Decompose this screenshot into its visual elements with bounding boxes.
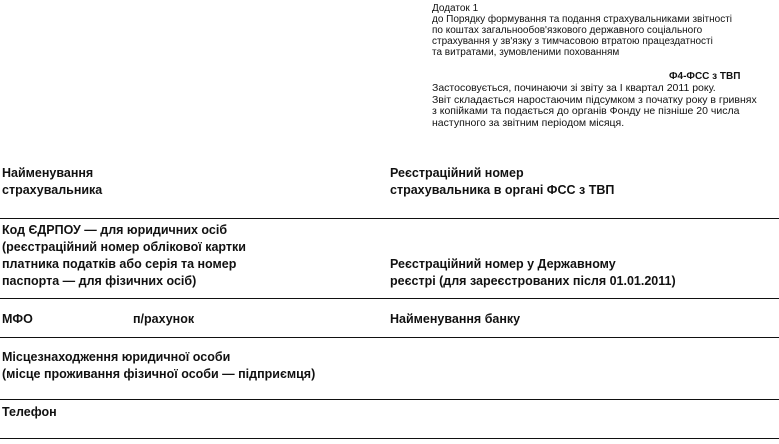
annex-line: та витратами, зумовленими похованням xyxy=(432,47,620,58)
label-line: платника податків або серія та номер xyxy=(2,257,237,271)
usage-notice xyxy=(432,83,757,129)
mfo-label: МФО xyxy=(2,312,33,326)
notice-line: з копійками та подається до органів Фонду не пізніше 20 числа xyxy=(432,105,740,117)
divider xyxy=(0,438,779,439)
notice-line: наступного за звітним періодом місяця. xyxy=(432,116,625,129)
divider xyxy=(0,218,779,219)
state-reg-number-label xyxy=(390,256,676,290)
fss-reg-number-label xyxy=(390,165,614,199)
annex-header xyxy=(432,3,777,129)
account-label: п/рахунок xyxy=(133,312,195,326)
label-line: Реєстраційний номер у Державному xyxy=(390,257,616,271)
label-line: страхувальника xyxy=(2,183,103,197)
edrpou-label xyxy=(2,222,246,290)
label-line: Реєстраційний номер xyxy=(390,166,524,180)
label-line: паспорта — для фізичних осіб) xyxy=(2,274,197,288)
phone-label: Телефон xyxy=(2,405,57,419)
notice-line: Звіт складається наростаючим підсумком з початку року в гривнях xyxy=(432,93,757,106)
annex-line: страхування у зв'язку з тимчасовою втратою працездатності xyxy=(432,36,713,47)
address-label xyxy=(2,349,315,383)
label-line: Найменування xyxy=(2,166,94,180)
label-line: Код ЄДРПОУ — для юридичних осіб xyxy=(2,223,228,237)
insurer-name-label xyxy=(2,165,102,199)
divider xyxy=(0,399,779,400)
label-line: реєстрі (для зареєстрованих після 01.01.2011) xyxy=(390,274,676,288)
label-line: (місце проживання фізичної особи — підприємця) xyxy=(2,367,316,381)
label-line: Місцезнаходження юридичної особи xyxy=(2,350,231,364)
annex-line: Додаток 1 xyxy=(432,3,479,14)
bank-name-label: Найменування банку xyxy=(390,312,521,326)
annex-line: до Порядку формування та подання страхувальниками звітності xyxy=(432,14,733,25)
label-line: (реєстраційний номер облікової картки xyxy=(2,240,246,254)
divider xyxy=(0,337,779,338)
annex-line: по коштах загальнообов'язкового державного соціального xyxy=(432,25,703,36)
label-line: страхувальника в органі ФСС з ТВП xyxy=(390,183,615,197)
divider xyxy=(0,298,779,299)
form-code: Ф4-ФСС з ТВП xyxy=(669,71,741,82)
notice-line: Застосовується, починаючи зі звіту за І квартал 2011 року. xyxy=(432,82,716,94)
